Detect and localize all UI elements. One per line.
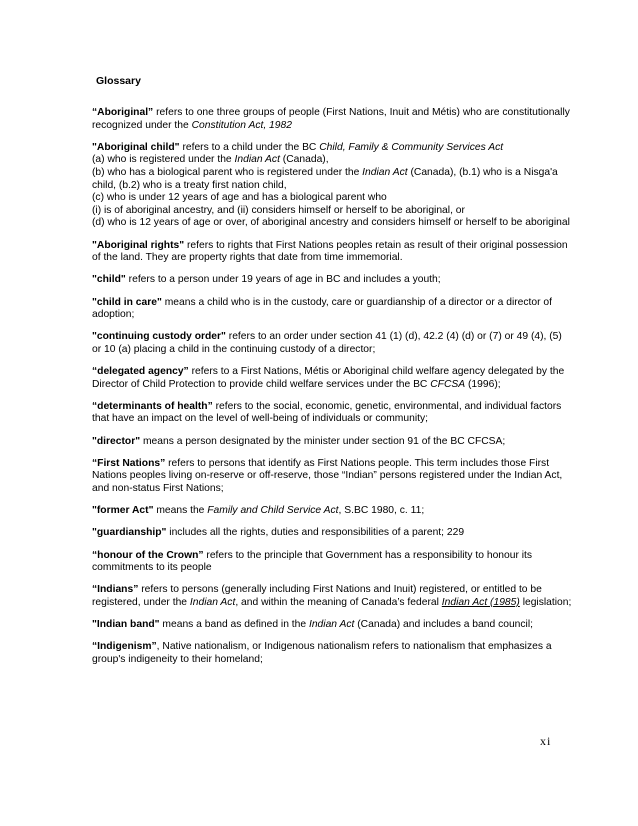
glossary-citation: Indian Act bbox=[308, 619, 355, 631]
glossary-entry bbox=[92, 331, 572, 356]
glossary-definition-text: (b) who has a biological parent who is registered under the bbox=[92, 166, 363, 178]
glossary-definition-text: legislation; bbox=[519, 596, 572, 608]
glossary-term: “delegated agency” bbox=[92, 366, 189, 378]
glossary-entry bbox=[92, 550, 572, 575]
glossary-citation: Indian Act bbox=[189, 596, 236, 608]
glossary-term: "continuing custody order" bbox=[92, 331, 226, 343]
glossary-entry bbox=[92, 505, 572, 518]
glossary-term: “First Nations” bbox=[92, 457, 166, 469]
glossary-definition-text: , Native nationalism, or Indigenous nationalism refers to nationalism that emphasizes a group's indigeneity to their homeland; bbox=[92, 641, 552, 665]
glossary-definition-text: means the bbox=[153, 505, 208, 517]
glossary-term: "Aboriginal rights" bbox=[92, 239, 185, 251]
glossary-definition-text: (c) who is under 12 years of age and has a biological parent who bbox=[92, 192, 387, 204]
glossary-citation: CFCSA bbox=[430, 378, 466, 390]
glossary-citation: Constitution Act, 1982 bbox=[191, 119, 292, 131]
glossary-citation: Child, Family & Community Services Act bbox=[319, 141, 504, 153]
glossary-entry bbox=[92, 527, 572, 540]
glossary-definition-text: means a band as defined in the bbox=[159, 619, 309, 631]
glossary-definition-text: (a) who is registered under the bbox=[92, 154, 235, 166]
glossary-entry bbox=[92, 619, 572, 632]
glossary-definition-text: refers to a person under 19 years of age in BC and includes a youth; bbox=[125, 274, 441, 286]
glossary-entry bbox=[92, 297, 572, 322]
glossary-definition-text: (d) who is 12 years of age or over, of aboriginal ancestry and considers himself or herself to be aboriginal bbox=[92, 217, 570, 229]
glossary-citation: Indian Act bbox=[234, 154, 280, 166]
glossary-entries bbox=[92, 107, 572, 676]
glossary-definition-text: (1996); bbox=[465, 378, 501, 390]
glossary-definition-text: refers to a First Nations, Métis or Aboriginal child welfare agency delegated by the Director of Child Protection to provide child welfare services under the BC bbox=[92, 366, 565, 390]
glossary-entry bbox=[92, 142, 572, 230]
glossary-definition-text: means a child who is in the custody, care or guardianship of a director or a director of adoption; bbox=[92, 296, 553, 321]
glossary-term: “honour of the Crown” bbox=[92, 549, 204, 561]
glossary-term: "director" bbox=[92, 435, 141, 447]
glossary-term: “Indigenism” bbox=[92, 641, 157, 653]
glossary-citation: Indian Act bbox=[362, 166, 408, 178]
glossary-heading: Glossary bbox=[96, 75, 141, 87]
glossary-entry bbox=[92, 240, 572, 265]
glossary-term: “Aboriginal” bbox=[92, 107, 154, 118]
glossary-entry bbox=[92, 401, 572, 426]
glossary-term: "Indian band" bbox=[92, 619, 160, 631]
glossary-definition-text: means a person designated by the minister under section 91 of the BC CFCSA; bbox=[140, 435, 506, 447]
glossary-definition-text: refers to rights that First Nations peoples retain as result of their original possession of the land. They are property rights that date from time immemorial. bbox=[92, 239, 568, 264]
glossary-entry bbox=[92, 584, 572, 609]
glossary-entry bbox=[92, 641, 572, 666]
glossary-definition-text: (Canada), bbox=[279, 154, 329, 166]
glossary-definition-text: refers to a child under the BC bbox=[179, 141, 320, 153]
glossary-citation: Family and Child Service Act bbox=[207, 505, 339, 517]
glossary-term: "Aboriginal child" bbox=[92, 141, 180, 153]
glossary-definition-text: refers to one three groups of people (First Nations, Inuit and Métis) who are constitutionally recognized under the bbox=[92, 107, 570, 131]
glossary-entry bbox=[92, 274, 572, 287]
glossary-term: “determinants of health” bbox=[92, 400, 213, 412]
glossary-definition-text: includes all the rights, duties and responsibilities of a parent; 229 bbox=[166, 527, 465, 539]
glossary-definition-text: refers to an order under section 41 (1) (d), 42.2 (4) (d) or (7) or 49 (4), (5) or 10 (a) placing a child in the continuing custody of a director; bbox=[92, 331, 562, 355]
glossary-definition-text: , and within the meaning of Canada’s federal bbox=[235, 596, 442, 608]
glossary-term: "former Act" bbox=[92, 505, 154, 517]
glossary-definition-text: , S.BC 1980, c. 11; bbox=[338, 505, 425, 517]
glossary-entry bbox=[92, 107, 572, 132]
page-number: xi bbox=[540, 734, 552, 748]
glossary-entry bbox=[92, 436, 572, 449]
glossary-definition-text: refers to the principle that Government has a responsibility to honour its commitments to its people bbox=[92, 549, 533, 574]
glossary-term: "guardianship" bbox=[92, 527, 167, 539]
glossary-term: “Indians” bbox=[92, 584, 139, 596]
glossary-definition-text: (Canada) and includes a band council; bbox=[354, 619, 533, 631]
glossary-entry bbox=[92, 366, 572, 391]
glossary-citation: Indian Act (1985) bbox=[441, 596, 520, 608]
glossary-term: "child" bbox=[92, 274, 126, 286]
glossary-definition-text: refers to persons that identify as First Nations people. This term includes those First Nations peoples living on-reserve or off-reserve, those “Indian” persons registered under the Indian Act, and non-status First Nations; bbox=[92, 457, 563, 494]
glossary-definition-text: refers to persons (generally including First Nations and Inuit) registered, or entitled to be registered, under the bbox=[92, 584, 542, 608]
glossary-term: "child in care" bbox=[92, 296, 162, 308]
glossary-definition-text: (i) is of aboriginal ancestry, and (ii) considers himself or herself to be aboriginal, or bbox=[92, 204, 465, 216]
glossary-entry bbox=[92, 458, 572, 496]
glossary-definition-text: refers to the social, economic, genetic, environmental, and individual factors that have an impact on the level of well-being of individuals or community; bbox=[92, 400, 562, 425]
glossary-definition-text: (Canada), (b.1) who is a Nisga'a child, (b.2) who is a treaty first nation child, bbox=[92, 166, 558, 191]
